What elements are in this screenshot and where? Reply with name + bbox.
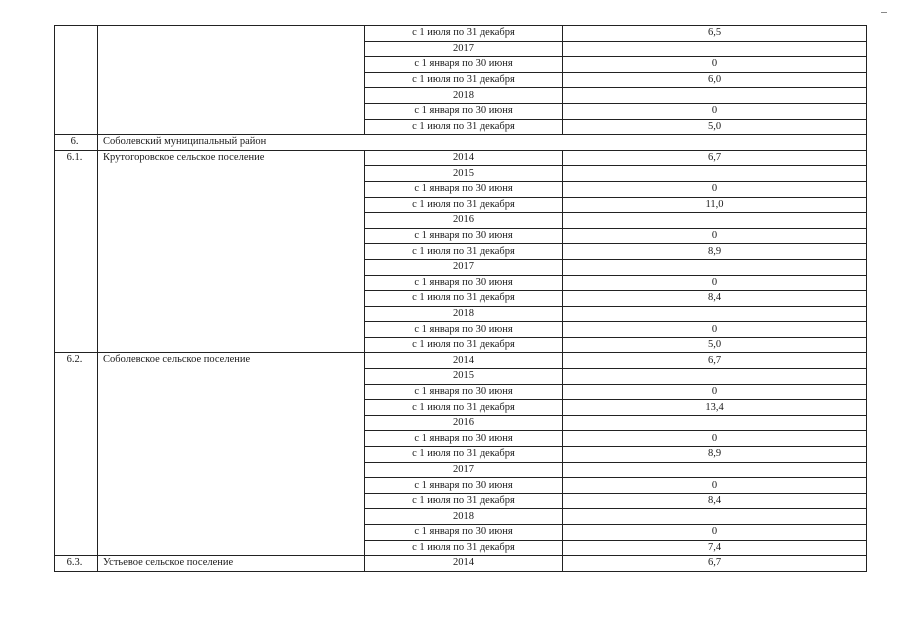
period-cell: 2016 [365,415,563,431]
period-cell: с 1 января по 30 июня [365,525,563,541]
value-cell: 5,0 [563,119,867,135]
value-cell: 11,0 [563,197,867,213]
value-cell: 6,5 [563,26,867,42]
value-cell: 6,0 [563,72,867,88]
value-cell: 0 [563,228,867,244]
period-cell: 2017 [365,259,563,275]
value-cell: 0 [563,103,867,119]
section-row [55,135,867,151]
value-cell [563,415,867,431]
period-cell: 2014 [365,150,563,166]
table-body [55,26,867,572]
period-cell: с 1 января по 30 июня [365,57,563,73]
value-cell: 6,7 [563,556,867,572]
period-cell: 2015 [365,369,563,385]
value-cell: 7,4 [563,540,867,556]
value-cell [563,213,867,229]
value-cell: 0 [563,181,867,197]
period-cell: с 1 января по 30 июня [365,322,563,338]
value-cell: 8,4 [563,291,867,307]
period-cell: 2018 [365,509,563,525]
value-cell [563,41,867,57]
item-number [55,26,98,135]
period-cell: с 1 января по 30 июня [365,275,563,291]
table-row [55,353,867,369]
settlement-name: Соболевское сельское поселение [98,353,365,556]
period-cell: с 1 января по 30 июня [365,431,563,447]
table-row [55,26,867,42]
value-cell: 0 [563,322,867,338]
period-cell: с 1 июля по 31 декабря [365,447,563,463]
period-cell: с 1 января по 30 июня [365,103,563,119]
period-cell: с 1 января по 30 июня [365,384,563,400]
value-cell: 0 [563,384,867,400]
period-cell: с 1 января по 30 июня [365,478,563,494]
value-cell [563,306,867,322]
item-number: 6.1. [55,150,98,353]
period-cell: 2017 [365,41,563,57]
period-cell: с 1 июля по 31 декабря [365,119,563,135]
value-cell [563,509,867,525]
value-cell: 5,0 [563,337,867,353]
period-cell: с 1 января по 30 июня [365,228,563,244]
value-cell: 13,4 [563,400,867,416]
period-cell: 2016 [365,213,563,229]
value-cell [563,166,867,182]
value-cell [563,88,867,104]
period-cell: 2014 [365,353,563,369]
table-row [55,556,867,572]
period-cell: с 1 июля по 31 декабря [365,291,563,307]
period-cell: с 1 января по 30 июня [365,181,563,197]
value-cell: 0 [563,57,867,73]
settlement-name [98,26,365,135]
value-cell: 8,9 [563,244,867,260]
value-cell: 6,7 [563,150,867,166]
item-number: 6.2. [55,353,98,556]
section-title: Соболевский муниципальный район [98,135,867,151]
period-cell: с 1 июля по 31 декабря [365,72,563,88]
period-cell: с 1 июля по 31 декабря [365,197,563,213]
period-cell: с 1 июля по 31 декабря [365,540,563,556]
period-cell: 2014 [365,556,563,572]
period-cell: с 1 июля по 31 декабря [365,26,563,42]
period-cell: 2015 [365,166,563,182]
tariff-table [54,25,867,572]
table-row [55,150,867,166]
item-number: 6.3. [55,556,98,572]
value-cell [563,462,867,478]
settlement-name: Крутогоровское сельское поселение [98,150,365,353]
settlement-name: Устьевое сельское поселение [98,556,365,572]
value-cell: 6,7 [563,353,867,369]
value-cell: 8,9 [563,447,867,463]
period-cell: 2017 [365,462,563,478]
value-cell [563,369,867,385]
scan-mark [881,12,887,13]
value-cell: 0 [563,525,867,541]
period-cell: с 1 июля по 31 декабря [365,400,563,416]
value-cell: 0 [563,431,867,447]
period-cell: 2018 [365,88,563,104]
value-cell: 0 [563,478,867,494]
period-cell: с 1 июля по 31 декабря [365,493,563,509]
value-cell: 8,4 [563,493,867,509]
period-cell: с 1 июля по 31 декабря [365,244,563,260]
value-cell: 0 [563,275,867,291]
period-cell: 2018 [365,306,563,322]
value-cell [563,259,867,275]
section-number: 6. [55,135,98,151]
period-cell: с 1 июля по 31 декабря [365,337,563,353]
